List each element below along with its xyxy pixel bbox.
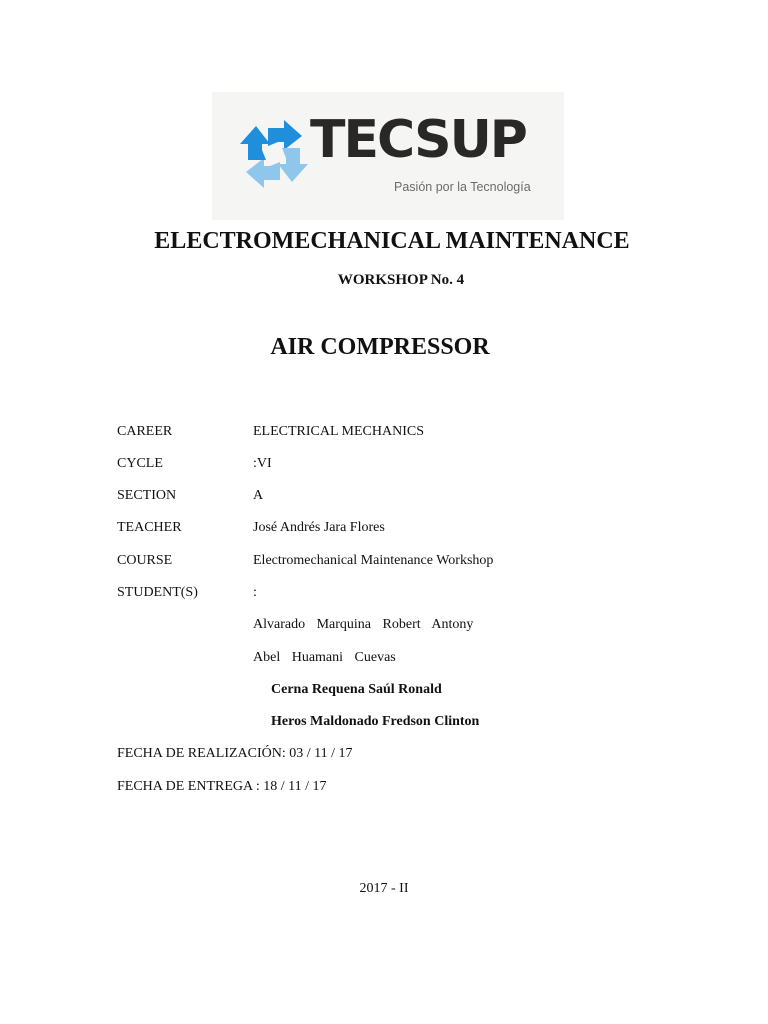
realization-date: FECHA DE REALIZACIÓN: 03 / 11 / 17 xyxy=(117,746,353,761)
course-value: Electromechanical Maintenance Workshop xyxy=(253,553,494,568)
workshop-number: WORKSHOP No. 4 xyxy=(337,272,465,288)
document-title: ELECTROMECHANICAL MAINTENANCE xyxy=(154,228,630,254)
recycle-arrows-icon xyxy=(236,116,312,192)
logo-wordmark: TECSUP xyxy=(310,110,526,170)
student-name: Abel Huamani Cuevas xyxy=(253,650,396,665)
topic-title: AIR COMPRESSOR xyxy=(270,334,490,360)
student-name: Heros Maldonado Fredson Clinton xyxy=(271,714,480,729)
career-value: ELECTRICAL MECHANICS xyxy=(253,424,424,439)
delivery-date: FECHA DE ENTREGA : 18 / 11 / 17 xyxy=(117,779,327,794)
section-label: SECTION xyxy=(117,488,177,503)
logo-tagline: Pasión por la Tecnología xyxy=(394,180,531,194)
student-name: Alvarado Marquina Robert Antony xyxy=(253,617,474,632)
students-label: STUDENT(S) xyxy=(117,585,198,600)
academic-period: 2017 - II xyxy=(359,881,409,896)
teacher-label: TEACHER xyxy=(117,520,182,535)
course-label: COURSE xyxy=(117,553,173,568)
teacher-value: José Andrés Jara Flores xyxy=(253,520,385,535)
cycle-label: CYCLE xyxy=(117,456,163,471)
student-name: Cerna Requena Saúl Ronald xyxy=(271,682,442,697)
career-label: CAREER xyxy=(117,424,173,439)
students-value: : xyxy=(253,585,257,600)
tecsup-logo xyxy=(212,92,564,220)
section-value: A xyxy=(253,488,264,503)
cycle-value: :VI xyxy=(253,456,272,471)
